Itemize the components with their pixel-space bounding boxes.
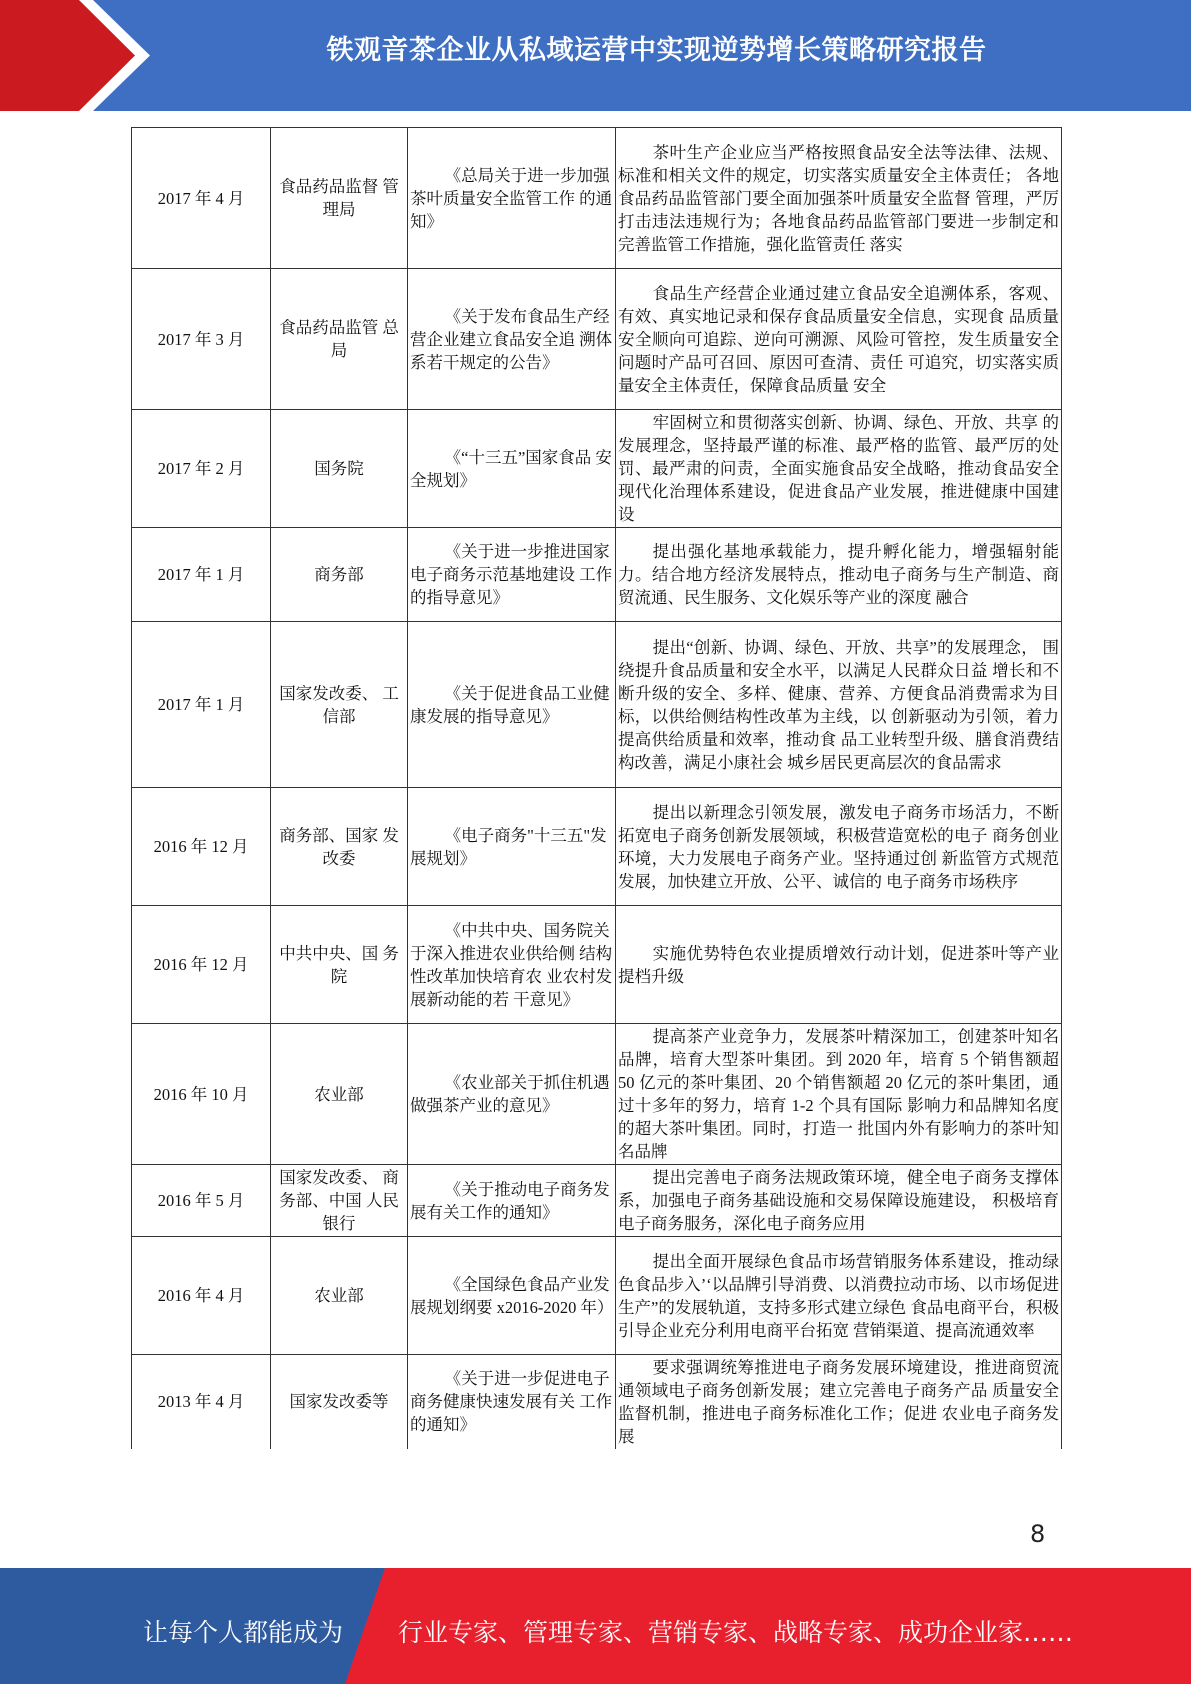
policy-document: 《关于发布食品生产经 营企业建立食品安全追 溯体系若干规定的公告》 bbox=[408, 269, 616, 410]
policy-date: 2016 年 12 月 bbox=[132, 788, 271, 906]
policy-department: 国家发改委等 bbox=[271, 1355, 408, 1449]
table-row bbox=[132, 906, 1062, 1024]
policy-document: 《总局关于进一步加强 茶叶质量安全监管工作 的通知》 bbox=[408, 128, 616, 269]
policy-document: 《关于进一步推进国家 电子商务示范基地建设 工作的指导意见》 bbox=[408, 528, 616, 622]
policy-document: 《电子商务"十三五"发展规划》 bbox=[408, 788, 616, 906]
policy-department: 食品药品监管 总局 bbox=[271, 269, 408, 410]
policy-date: 2013 年 4 月 bbox=[132, 1355, 271, 1449]
policy-content: 提出以新理念引领发展，激发电子商务市场活力，不断拓宽电子商务创新发展领域，积极营造宽松的电子 商务创业环境，大力发展电子商务产业。坚持通过创 新监管方式规范发展，加快建立开放、公平、诚信的 电子商务市场秩序 bbox=[616, 788, 1062, 906]
table-row bbox=[132, 128, 1062, 269]
page-footer bbox=[0, 1568, 1191, 1684]
footer-slogan-left: 让每个人都能成为 bbox=[143, 1618, 344, 1647]
table-row bbox=[132, 1024, 1062, 1165]
policy-department: 农业部 bbox=[271, 1237, 408, 1355]
policy-document: 《关于进一步促进电子 商务健康快速发展有关 工作的通知》 bbox=[408, 1355, 616, 1449]
policy-table bbox=[131, 127, 1062, 1449]
page-number: 8 bbox=[1030, 1520, 1046, 1548]
policy-content: 实施优势特色农业提质增效行动计划，促进茶叶等产业提档升级 bbox=[616, 906, 1062, 1024]
policy-document: 《农业部关于抓住机遇 做强茶产业的意见》 bbox=[408, 1024, 616, 1165]
footer-slogan-right: 行业专家、管理专家、营销专家、战略专家、成功企业家…… bbox=[398, 1618, 1074, 1647]
policy-content: 要求强调统筹推进电子商务发展环境建设，推进商贸流通领域电子商务创新发展；建立完善电子商务产品 质量安全监督机制，推进电子商务标准化工作；促进 农业电子商务发展 bbox=[616, 1355, 1062, 1449]
policy-date: 2017 年 2 月 bbox=[132, 410, 271, 528]
policy-content: 茶叶生产企业应当严格按照食品安全法等法律、法规、 标准和相关文件的规定，切实落实质量安全主体责任； 各地食品药品监管部门要全面加强茶叶质量安全监督 管理，严厉打击违法违规行为；各地食品药品监管部门要进一步制定和完善监管工作措施，强化监管责任 落实 bbox=[616, 128, 1062, 269]
policy-department: 国家发改委、 工信部 bbox=[271, 622, 408, 788]
policy-content: 提出全面开展绿色食品市场营销服务体系建设，推动绿色食品步入’‘以品牌引导消费、以消费拉动市场、以市场促进生产”的发展轨道，支持多形式建立绿色 食品电商平台，积极引导企业充分利用电商平台拓宽 营销渠道、提高流通效率 bbox=[616, 1237, 1062, 1355]
policy-department: 商务部、国家 发改委 bbox=[271, 788, 408, 906]
policy-department: 商务部 bbox=[271, 528, 408, 622]
policy-document: 《关于推动电子商务发 展有关工作的通知》 bbox=[408, 1165, 616, 1237]
table-row bbox=[132, 528, 1062, 622]
policy-date: 2017 年 4 月 bbox=[132, 128, 271, 269]
policy-content: 提出完善电子商务法规政策环境，健全电子商务支撑体系，加强电子商务基础设施和交易保障设施建设， 积极培育电子商务服务，深化电子商务应用 bbox=[616, 1165, 1062, 1237]
policy-document: 《关于促进食品工业健 康发展的指导意见》 bbox=[408, 622, 616, 788]
report-title: 铁观音茶企业从私域运营中实现逆势增长策略研究报告 bbox=[326, 35, 987, 66]
policy-department: 食品药品监督 管理局 bbox=[271, 128, 408, 269]
policy-department: 中共中央、国 务院 bbox=[271, 906, 408, 1024]
policy-date: 2017 年 3 月 bbox=[132, 269, 271, 410]
policy-department: 农业部 bbox=[271, 1024, 408, 1165]
policy-date: 2016 年 5 月 bbox=[132, 1165, 271, 1237]
policy-date: 2016 年 12 月 bbox=[132, 906, 271, 1024]
table-row bbox=[132, 269, 1062, 410]
table-row bbox=[132, 1237, 1062, 1355]
policy-content: 食品生产经营企业通过建立食品安全追溯体系，客观、 有效、真实地记录和保存食品质量安全信息，实现食 品质量安全顺向可追踪、逆向可溯源、风险可管控，发生质量安全问题时产品可召回、原因可查清、责任 可追究，切实落实质量安全主体责任，保障食品质量 安全 bbox=[616, 269, 1062, 410]
table-row bbox=[132, 622, 1062, 788]
policy-department: 国务院 bbox=[271, 410, 408, 528]
header-red-arrow-icon bbox=[0, 0, 150, 111]
policy-content: 提出强化基地承载能力，提升孵化能力，增强辐射能 力。结合地方经济发展特点，推动电子商务与生产制造、商贸流通、民生服务、文化娱乐等产业的深度 融合 bbox=[616, 528, 1062, 622]
table-row bbox=[132, 788, 1062, 906]
policy-department: 国家发改委、 商务部、中国 人民银行 bbox=[271, 1165, 408, 1237]
policy-date: 2017 年 1 月 bbox=[132, 622, 271, 788]
policy-date: 2016 年 4 月 bbox=[132, 1237, 271, 1355]
policy-document: 《中共中央、国务院关 于深入推进农业供给侧 结构性改革加快培育农 业农村发展新动能的若 干意见》 bbox=[408, 906, 616, 1024]
policy-content: 牢固树立和贯彻落实创新、协调、绿色、开放、共享 的发展理念，坚持最严谨的标准、最严格的监管、最严厉的处罚、最严肃的问责，全面实施食品安全战略，推动食品安全现代化治理体系建设，促进食品产业发展，推进健康中国建设 bbox=[616, 410, 1062, 528]
policy-content: 提高茶产业竞争力，发展茶叶精深加工，创建茶叶知名品牌，培育大型茶叶集团。到 2020 年，培育 5 个销售额超 50 亿元的茶叶集团、20 个销售额超 20 亿元的茶叶集团，通过十多年的努力，培育 1-2 个具有国际 影响力和品牌知名度的超大茶叶集团。同时，打造一 批国内外有影响力的茶叶知名品牌 bbox=[616, 1024, 1062, 1165]
policy-document: 《全国绿色食品产业发 展规划纲要 x2016-2020 年） bbox=[408, 1237, 616, 1355]
policy-document: 《“十三五”国家食品 安全规划》 bbox=[408, 410, 616, 528]
table-row bbox=[132, 410, 1062, 528]
policy-content: 提出“创新、协调、绿色、开放、共享”的发展理念， 围绕提升食品质量和安全水平，以满足人民群众日益 增长和不断升级的安全、多样、健康、营养、方便食品消费需求为目标，以供给侧结构性改革为主线，以 创新驱动为引领，着力提高供给质量和效率，推动食 品工业转型升级、膳食消费结构改善，满足小康社会 城乡居民更高层次的食品需求 bbox=[616, 622, 1062, 788]
policy-date: 2016 年 10 月 bbox=[132, 1024, 271, 1165]
table-row bbox=[132, 1165, 1062, 1237]
policy-date: 2017 年 1 月 bbox=[132, 528, 271, 622]
table-row bbox=[132, 1355, 1062, 1449]
page-header bbox=[0, 0, 1191, 111]
